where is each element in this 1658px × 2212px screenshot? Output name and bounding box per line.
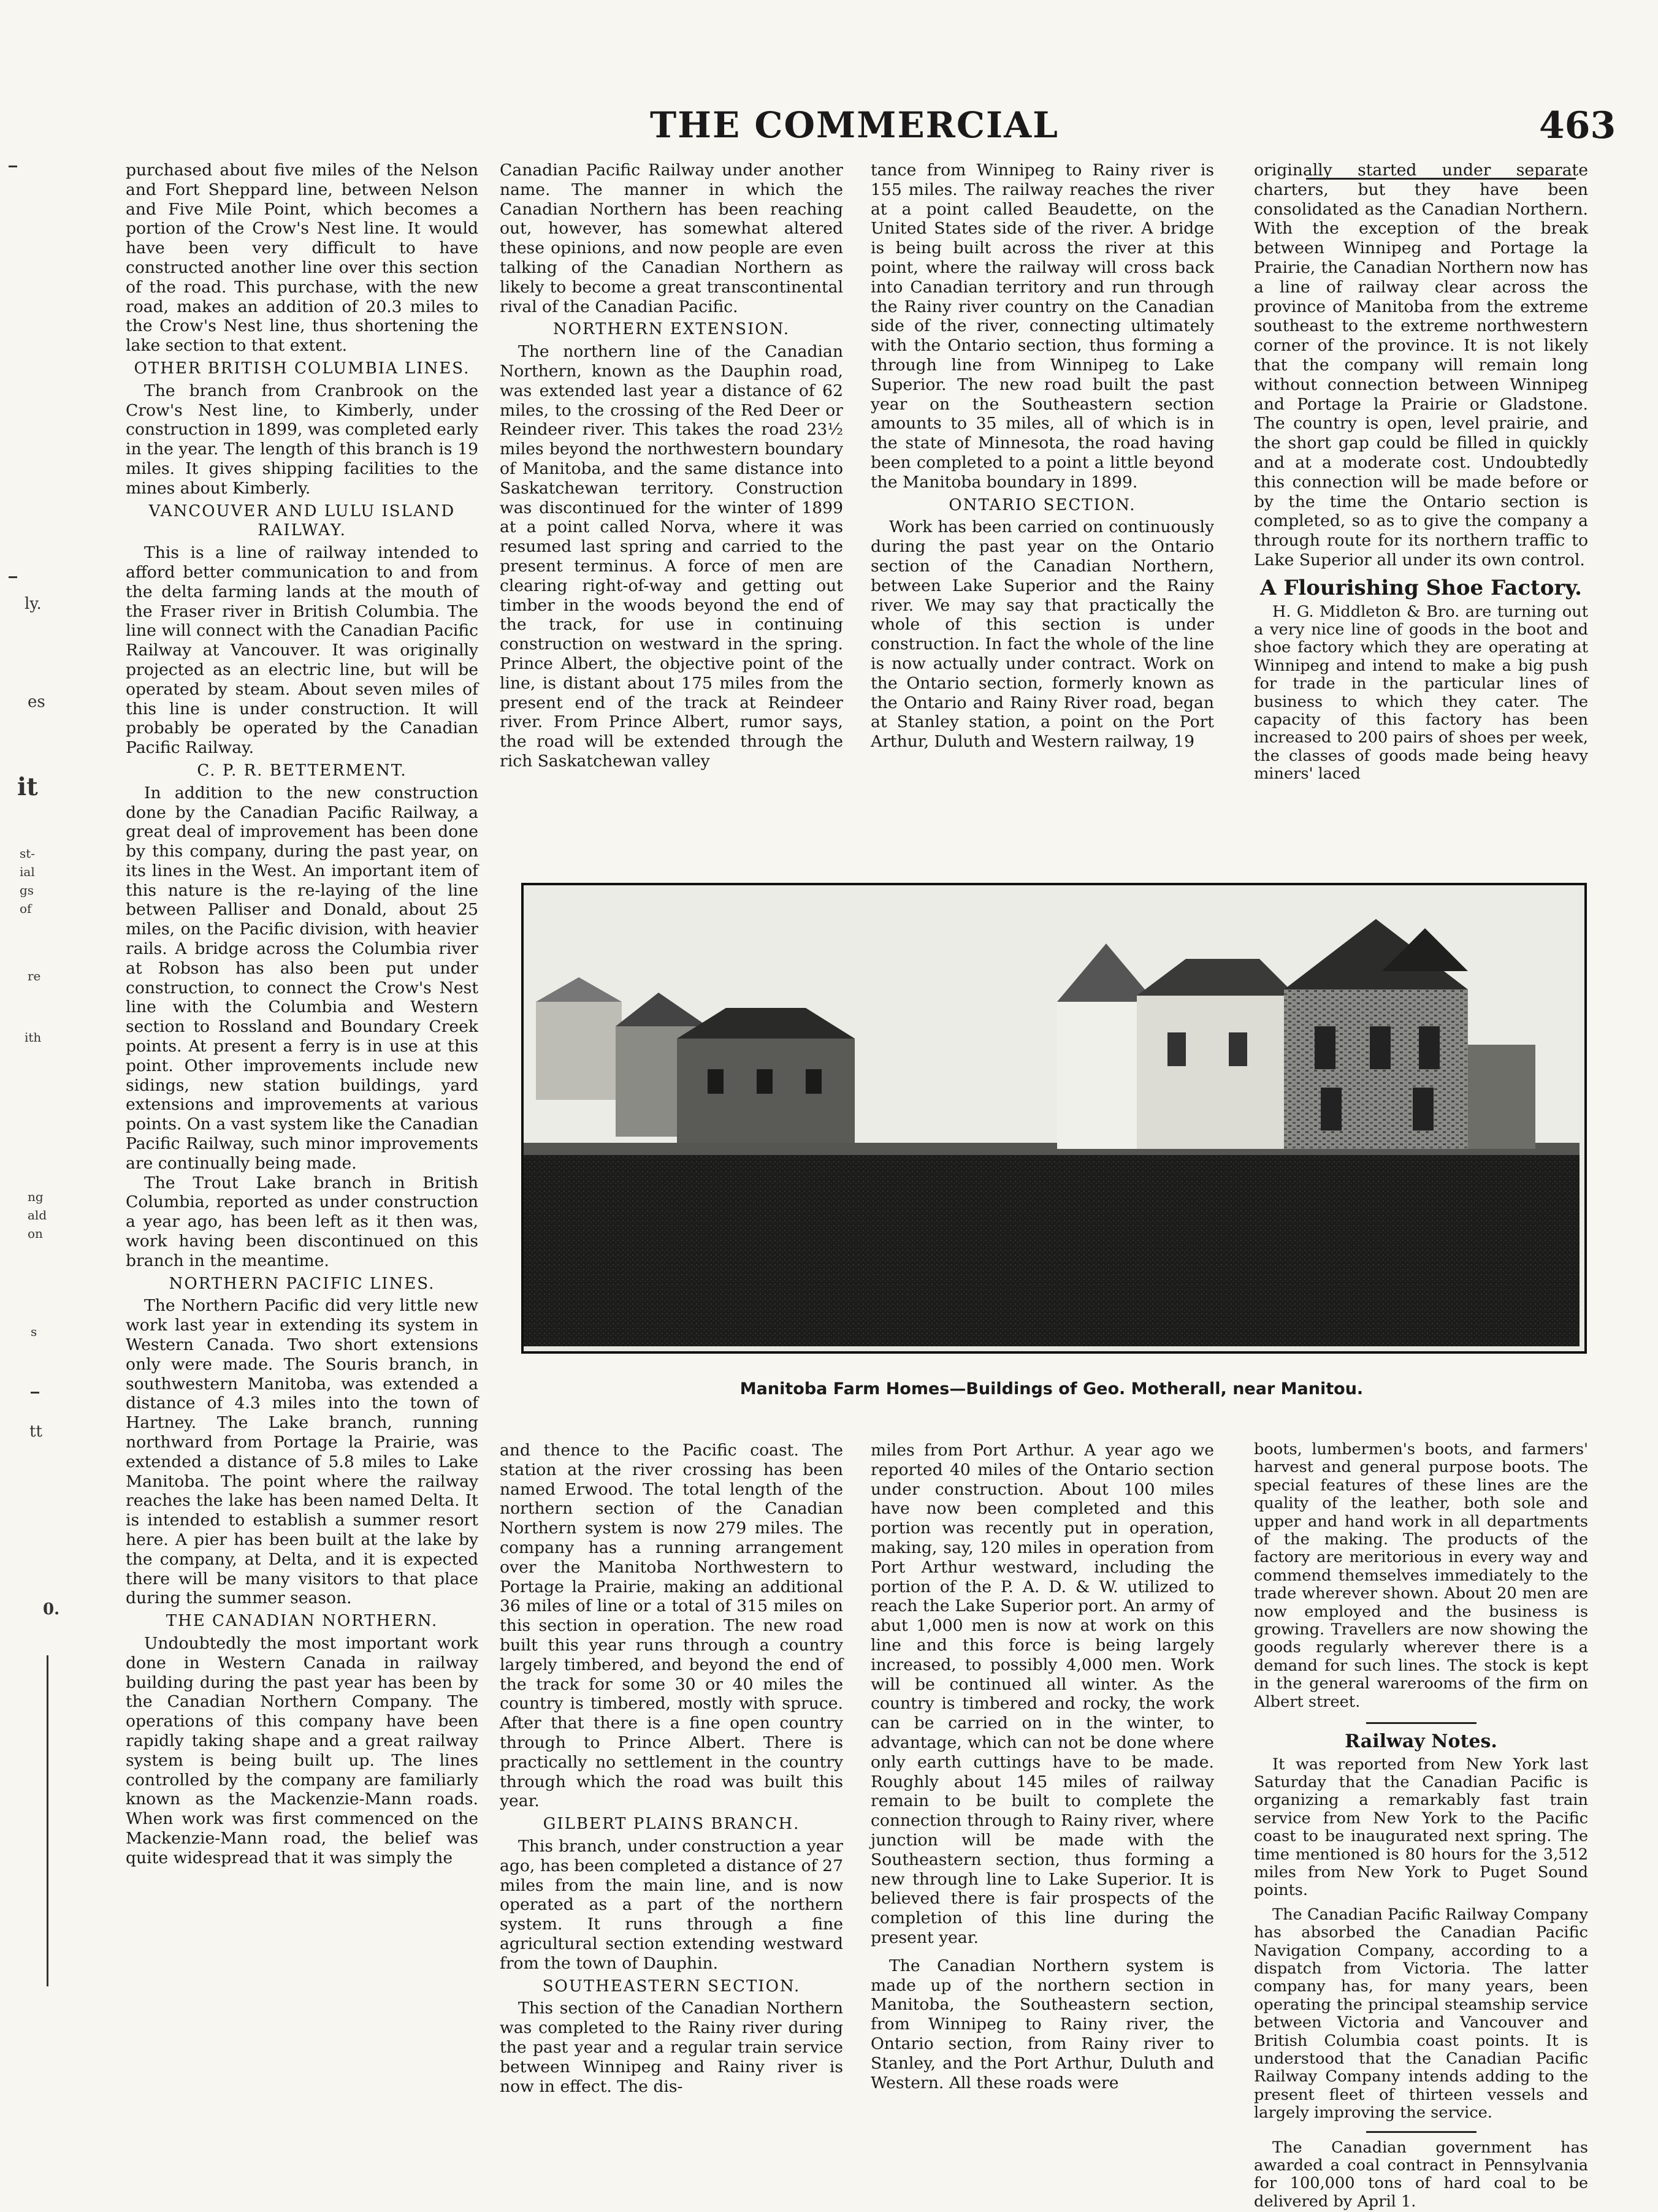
page-number: 463 bbox=[1539, 104, 1616, 147]
margin-tick bbox=[31, 1392, 39, 1394]
paragraph: The Canadian Northern system is made up of the northern section in Manitoba, the Southeastern section, from Winnipeg to Rainy river, the Ontario section, from Rainy river to Stanley, and the Port Arthur, Duluth and Western. All these roads were bbox=[871, 1956, 1214, 2092]
paragraph: miles from Port Arthur. A year ago we reported 40 miles of the Ontario section under construction. About 100 miles have now been completed and this portion was recently put in operation, making, say, 120 miles in operation from Port Arthur westward, including the portion of the P. A. D. & W. utilized to reach the Lake Superior port. An army of abut 1,000 men is now at work on this line and this force is being largely increased, to possibly 4,000 men. Work will be continued all winter. As the country is timbered and rocky, the work can be carried on in the winter, to advantage, which can not be done where only earth cuttings have to be made. Roughly about 145 miles of railway remain to be built to complete the connection through to Rainy river, where junction will be made with the Southeastern section, thus forming a new through line to Lake Superior. It is believed there is fair prospects of the completion of this line during the present year. bbox=[871, 1441, 1214, 1947]
margin-mark: ith bbox=[25, 1030, 42, 1045]
margin-mark: st- bbox=[20, 846, 36, 861]
margin-mark: es bbox=[28, 693, 45, 711]
section-heading: C. P. R. BETTERMENT. bbox=[197, 761, 407, 780]
section-heading: ONTARIO SECTION. bbox=[949, 495, 1136, 514]
margin-mark: of bbox=[20, 901, 32, 916]
column-4-top bbox=[1254, 161, 1588, 784]
paragraph: In addition to the new construction done by the Canadian Pacific Railway, a great deal of improvement has been done by this company, during the past year, on its lines in the West. An important item of this nature is the re-laying of the line between Palliser and Donald, about 25 miles, on the Pacific division, with heavier rails. A bridge across the Columbia river at Robson has also been put under construction, to connect the Crow's Nest line with the Columbia and Western section to Rossland and Boundary Creek points. At present a ferry is in use at this point. Other improvements include new sidings, new station buildings, yard extensions and improvements at various points. On a vast system like the Canadian Pacific Railway, such minor improvements are continually being made. bbox=[126, 783, 478, 1173]
column-2-bottom bbox=[500, 1441, 843, 2096]
paragraph: The Canadian government has awarded a coal contract in Pennsylvania for 100,000 tons of hard coal to be delivered by April 1. bbox=[1254, 2138, 1588, 2211]
column-3-top bbox=[871, 161, 1214, 752]
margin-tick bbox=[9, 576, 17, 578]
section-rule bbox=[1366, 2131, 1477, 2133]
margin-mark: re bbox=[28, 969, 41, 983]
masthead: THE COMMERCIAL bbox=[650, 104, 1059, 146]
paragraph: This is a line of railway intended to afford better communication to and from the delta farming lands at the mouth of the Fraser river in British Columbia. The line will connect with the Canadian Pacific Railway at Vancouver. It was originally projected as an electric line, but will be operated by steam. About seven miles of this line is under construction. It will probably be operated by the Canadian Pacific Railway. bbox=[126, 543, 478, 758]
margin-mark: on bbox=[28, 1226, 43, 1241]
margin-mark: ly. bbox=[25, 595, 42, 613]
paragraph: This branch, under construction a year ago, has been completed a distance of 27 miles from the main line, and is now operated as a part of the northern system. It runs through a fine agricultural section extending westward from the town of Dauphin. bbox=[500, 1836, 843, 1973]
paragraph: This section of the Canadian Northern was completed to the Rainy river during the past year and a regular train service between Winnipeg and Rainy river is now in effect. The dis- bbox=[500, 1999, 843, 2096]
column-4-bottom bbox=[1254, 1441, 1588, 2211]
paragraph: The northern line of the Canadian Northern, known as the Dauphin road, was extended last year a distance of 62 miles, to the crossing of the Red Deer or Reindeer river. This takes the road 23½ miles beyond the northwestern boundary of Manitoba, and the same distance into Saskatchewan territory. Construction was discontinued for the winter of 1899 at a point called Norva, where it was resumed last spring and carried to the present terminus. A force of men are clearing right-of-way and getting out timber in the woods beyond the end of the track, for use in continuing construction on westward in the spring. Prince Albert, the objective point of the line, is distant about 175 miles from the present end of the track at Reindeer river. From Prince Albert, rumor says, the road will be extended through the rich Saskatchewan valley bbox=[500, 342, 843, 771]
section-heading: NORTHERN EXTENSION. bbox=[552, 320, 790, 339]
margin-mark: it bbox=[17, 772, 38, 801]
section-heading: VANCOUVER AND LULU ISLAND RAILWAY. bbox=[148, 502, 456, 540]
column-3-bottom bbox=[871, 1441, 1214, 2092]
paragraph: and thence to the Pacific coast. The station at the river crossing has been named Erwood. The total length of the northern section of the Canadian Northern system is now 279 miles. The company has a running arrangement over the Manitoba Northwestern to Portage la Prairie, making an additional 36 miles of line or a total of 315 miles on this section in operation. The new road built this year runs through a country largely timbered, and beyond the end of the track for some 30 or 40 miles the country is timbered, mostly with spruce. After that there is a fine open country through to Prince Albert. There is practically no settlement in the country through which the road was built this year. bbox=[500, 1441, 843, 1811]
paragraph: H. G. Middleton & Bro. are turning out a very nice line of goods in the boot and shoe factory which they are operating at Winnipeg and intend to make a big push for trade in the particular lines of business to which they cater. The capacity of this factory has been increased to 200 pairs of shoes per week, the classes of goods made being heavy miners' laced bbox=[1254, 602, 1588, 784]
section-heading: GILBERT PLAINS BRANCH. bbox=[543, 1815, 800, 1834]
paragraph: The Canadian Pacific Railway Company has absorbed the Canadian Pacific Navigation Company, according to a dispatch from Victoria. The latter company has, for many years, been operating the principal steamship service between Victoria and Vancouver and British Columbia coast points. It is understood that the Canadian Pacific Railway Company intends adding to the present fleet of thirteen vessels and largely improving the service. bbox=[1254, 1905, 1588, 2122]
photo-caption: Manitoba Farm Homes—Buildings of Geo. Motherall, near Manitou. bbox=[739, 1379, 1364, 1398]
margin-mark: gs bbox=[20, 883, 34, 898]
article-heading: Railway Notes. bbox=[1345, 1731, 1497, 1753]
column-1 bbox=[126, 161, 478, 1868]
margin-mark: 0. bbox=[43, 1600, 60, 1619]
paragraph: The Trout Lake branch in British Columbia, reported as under construction a year ago, has been left as it then was, work having been discontinued on this branch in the meantime. bbox=[126, 1173, 478, 1270]
paragraph: Canadian Pacific Railway under another name. The manner in which the Canadian Northern has been reaching out, however, has somewhat altered these opinions, and now people are even talking of the Canadian Northern as likely to become a great transcontinental rival of the Canadian Pacific. bbox=[500, 161, 843, 316]
paragraph: The Northern Pacific did very little new work last year in extending its system in Western Canada. Two short extensions only were made. The Souris branch, in southwestern Manitoba, was extended a distance of 4.3 miles into the town of Hartney. The Lake branch, running northward from Portage la Prairie, was extended a distance of 5.8 miles to Lake Manitoba. The point where the railway reaches the lake has been named Delta. It is intended to establish a summer resort here. A pier has been built at the lake by the company, at Delta, and it is expected there will be many visitors to that place during the summer season. bbox=[126, 1296, 478, 1608]
section-heading: SOUTHEASTERN SECTION. bbox=[542, 1977, 801, 1996]
column-2-top bbox=[500, 161, 843, 771]
margin-mark: ald bbox=[28, 1208, 47, 1222]
paragraph: originally started under separate charters, but they have been consolidated as the Canadian Northern. With the exception of the break between Winnipeg and Portage la Prairie, the Canadian Northern now has a line of railway clear across the province of Manitoba from the extreme southeast to the extreme northwestern corner of the province. It is not likely that the company will remain long without connection between Winnipeg and Portage la Prairie or Gladstone. The country is open, level prairie, and the short gap could be filled in quickly and at a moderate cost. Undoubtedly this connection will be made before or by the time the Ontario section is completed, so as to give the company a through route for its northern traffic to Lake Superior all under its own control. bbox=[1254, 161, 1588, 570]
section-heading: THE CANADIAN NORTHERN. bbox=[166, 1612, 438, 1631]
farm-buildings-illustration bbox=[524, 885, 1580, 1346]
paragraph: Undoubtedly the most important work done in Western Canada in railway building during the past year has been by the Canadian Northern Company. The operations of this company have been rapidly taking shape and a great railway system is being built up. The lines controlled by the company are familiarly known as the Mackenzie-Mann roads. When work was first commenced on the Mackenzie-Mann road, the belief was quite widespread that it was simply the bbox=[126, 1633, 478, 1867]
paragraph: boots, lumbermen's boots, and farmers' harvest and general purpose boots. The special features of these lines are the quality of the leather, both sole and upper and hand work in all departments of the making. The products of the factory are meritorious in every way and commend themselves immediately to the trade wherever shown. About 20 men are now employed and the business is growing. Travellers are now showing the goods regularly wherever there is a demand for such lines. The stock is kept in the general warerooms of the firm on Albert street. bbox=[1254, 1440, 1588, 1711]
margin-line bbox=[47, 1655, 48, 1986]
page-header bbox=[0, 92, 1658, 159]
margin-mark: ng bbox=[28, 1189, 44, 1204]
paragraph: It was reported from New York last Saturday that the Canadian Pacific is organizing a remarkably fast train service from New York to the Pacific coast to be inaugurated next spring. The time mentioned is 80 hours for the 3,512 miles from New York to Puget Sound points. bbox=[1254, 1755, 1588, 1900]
section-heading: OTHER BRITISH COLUMBIA LINES. bbox=[134, 359, 470, 378]
article-heading: A Flourishing Shoe Factory. bbox=[1259, 575, 1583, 600]
margin-tick bbox=[9, 166, 17, 167]
section-rule bbox=[1366, 1722, 1477, 1724]
margin-mark: tt bbox=[29, 1422, 42, 1441]
farm-photo bbox=[521, 883, 1587, 1354]
margin-mark: ial bbox=[20, 864, 35, 879]
section-heading: NORTHERN PACIFIC LINES. bbox=[169, 1274, 435, 1293]
paragraph: tance from Winnipeg to Rainy river is 155 miles. The railway reaches the river at a point called Beaudette, on the United States side of the river. A bridge is being built across the river at this point, where the railway will cross back into Canadian territory and run through the Rainy river country on the Canadian side of the river, connecting ultimately with the Ontario section, thus forming a through line from Winnipeg to Lake Superior. The new road built the past year on the Southeastern section amounts to 35 miles, all of which is in the state of Minnesota, the road having been completed to a point a little beyond the Manitoba boundary in 1899. bbox=[871, 161, 1214, 492]
paragraph: purchased about five miles of the Nelson and Fort Sheppard line, between Nelson and Five Mile Point, which becomes a portion of the Crow's Nest line. It would have been very difficult to have constructed another line over this section of the road. This purchase, with the new road, makes an addition of 20.3 miles to the Crow's Nest line, thus shortening the lake section to that extent. bbox=[126, 161, 478, 356]
margin-mark: s bbox=[31, 1324, 37, 1339]
paragraph: The branch from Cranbrook on the Crow's Nest line, to Kimberly, under construction in 1899, was completed early in the year. The length of this branch is 19 miles. It gives shipping facilities to the mines about Kimberly. bbox=[126, 381, 478, 498]
paragraph: Work has been carried on continuously during the past year on the Ontario section of the Canadian Northern, between Lake Superior and the Rainy river. We may say that practically the whole of this section is under construction. In fact the whole of the line is now actually under contract. Work on the Ontario section, formerly known as the Ontario and Rainy River road, began at Stanley station, a point on the Port Arthur, Duluth and Western railway, 19 bbox=[871, 517, 1214, 752]
